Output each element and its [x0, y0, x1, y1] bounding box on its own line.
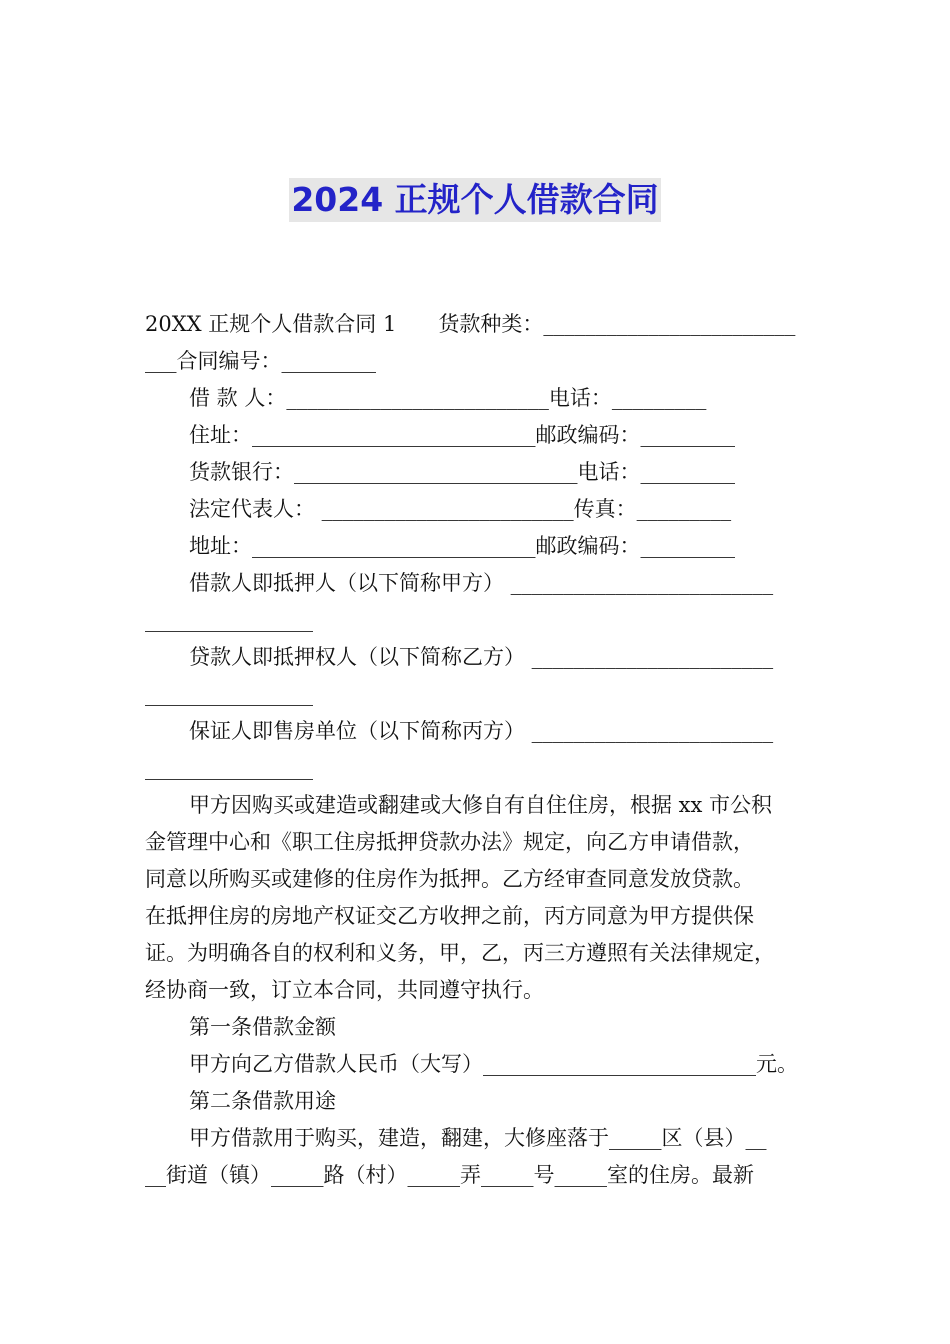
article-2-text-cont: __街道（镇）_____路（村）_____弄_____号_____室的住房。最新	[145, 1163, 754, 1187]
paragraph-line: 甲方因购买或建造或翻建或大修自有自住住房，根据 xx 市公积	[189, 793, 773, 817]
header-line: 20XX 正规个人借款合同 1 货款种类：________________________	[145, 312, 796, 336]
document-title: 2024 正规个人借款合同	[289, 178, 660, 222]
preamble-paragraph	[145, 787, 825, 1009]
title-wrap	[0, 178, 950, 222]
party-c-blank: ________________	[145, 756, 313, 780]
article-2-heading: 第二条借款用途	[189, 1089, 336, 1113]
paragraph-line: 证。为明确各自的权利和义务，甲，乙，丙三方遵照有关法律规定，	[145, 941, 775, 965]
paragraph-line: 金管理中心和《职工住房抵押贷款办法》规定，向乙方申请借款，	[145, 830, 754, 854]
contract-number-line: ___合同编号：_________	[145, 349, 376, 373]
legal-rep-line: 法定代表人： ________________________传真：_________	[189, 497, 732, 521]
bank-line: 货款银行：___________________________电话：_________	[189, 460, 735, 484]
paragraph-line: 在抵押住房的房地产权证交乙方收押之前，丙方同意为甲方提供保	[145, 904, 754, 928]
article-1-text: 甲方向乙方借款人民币（大写）__________________________元。	[189, 1052, 798, 1076]
paragraph-line: 经协商一致，订立本合同，共同遵守执行。	[145, 978, 544, 1002]
borrower-line: 借 款 人：_________________________电话：_________	[189, 386, 707, 410]
party-a-line: 借款人即抵押人（以下简称甲方） _________________________	[189, 571, 774, 595]
article-2-text: 甲方借款用于购买，建造，翻建，大修座落于_____区（县）__	[189, 1126, 767, 1150]
contract-body	[145, 306, 825, 1194]
article-1-heading: 第一条借款金额	[189, 1015, 336, 1039]
party-b-line: 贷款人即抵押权人（以下简称乙方） _______________________	[189, 645, 774, 669]
paragraph-line: 同意以所购买或建修的住房作为抵押。乙方经审查同意发放贷款。	[145, 867, 754, 891]
bank-address-line: 地址：___________________________邮政编码：_________	[189, 534, 735, 558]
party-b-blank: ________________	[145, 682, 313, 706]
party-c-line: 保证人即售房单位（以下简称丙方） _______________________	[189, 719, 774, 743]
party-a-blank: ________________	[145, 608, 313, 632]
address-line: 住址：___________________________邮政编码：_________	[189, 423, 735, 447]
